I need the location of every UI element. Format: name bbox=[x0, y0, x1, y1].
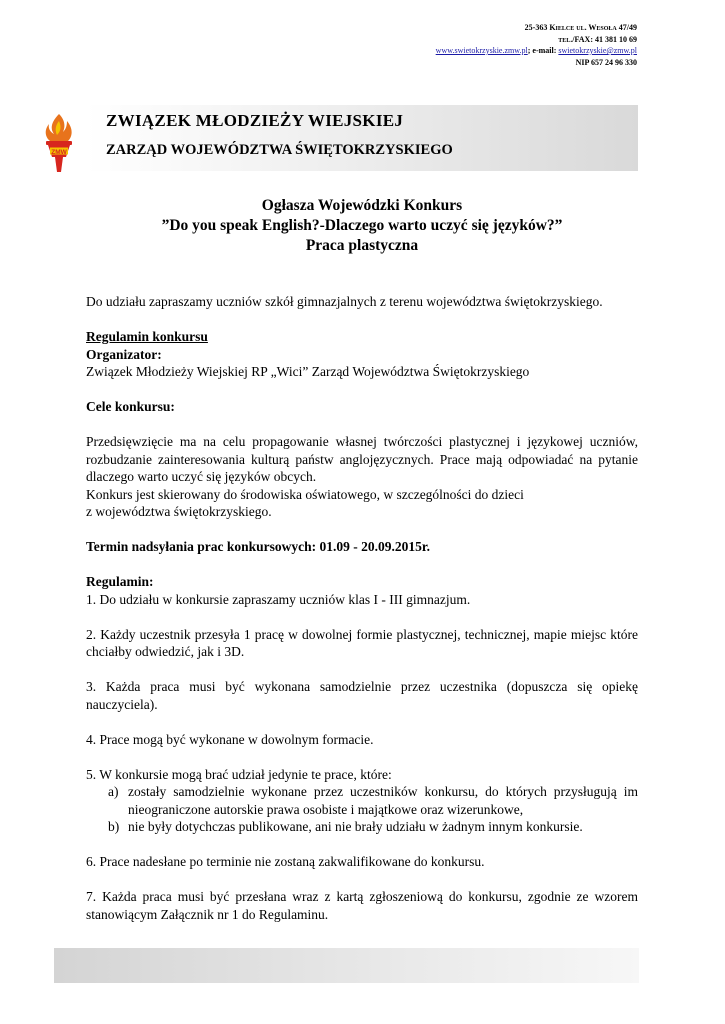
list-marker: b) bbox=[108, 819, 120, 834]
goals-paragraph: Przedsięwzięcie ma na celu propagowanie własnej twórczości plastycznej i językowej uczniów, rozbudzanie zainteresowania kulturą państw anglojęzycznych. Prace mają odpowiadać na pytanie dlaczego warto uczyć się języków obcych. bbox=[86, 434, 638, 484]
announcement-title bbox=[86, 196, 638, 256]
title-line-2: ”Do you speak English?-Dlaczego warto uczyć się języków?” bbox=[161, 217, 563, 234]
title-line-1: Ogłasza Wojewódzki Konkurs bbox=[261, 197, 463, 214]
website-link[interactable]: www.swietokrzyskie.zmw.pl bbox=[435, 46, 528, 55]
rule-7: 7. Każda praca musi być przesłana wraz z kartą zgłoszeniową do konkursu, zgodnie ze wzorem stanowiącym Załącznik nr 1 do Regulaminu. bbox=[86, 889, 638, 922]
rule-5-item-b bbox=[86, 818, 638, 836]
postal-code: 25-363 bbox=[524, 23, 548, 32]
goals-target-line-2: z województwa świętokrzyskiego. bbox=[86, 504, 272, 519]
title-line-3: Praca plastyczna bbox=[305, 237, 419, 254]
document-body bbox=[86, 293, 638, 923]
organization-subtitle: ZARZĄD WOJEWÓDZTWA ŚWIĘTOKRZYSKIEGO bbox=[106, 142, 453, 158]
web-line bbox=[436, 45, 637, 57]
street: ul. Wesoła 47/49 bbox=[576, 23, 637, 32]
goals-label: Cele konkursu: bbox=[86, 399, 175, 414]
rule-5-item-a bbox=[86, 783, 638, 818]
rule-2: 2. Każdy uczestnik przesyła 1 pracę w dowolnej formie plastycznej, technicznej, mapie miejsc które chciałby odwiedzić, jak i 3D. bbox=[86, 626, 638, 659]
email-label: ; e-mail: bbox=[527, 46, 557, 55]
rule-5: 5. W konkursie mogą brać udział jedynie te prace, które: bbox=[86, 766, 392, 782]
list-item-text: zostały samodzielnie wykonane przez uczestników konkursu, do których przysługują im nieograniczone autorskie prawa osobiste i majątkowe oraz wizerunkowe, bbox=[128, 784, 638, 817]
phone-line bbox=[436, 34, 637, 46]
email-link[interactable]: swietokrzyskie@zmw.pl bbox=[558, 46, 637, 55]
rule-6: 6. Prace nadesłane po terminie nie zostaną zakwalifikowane do konkursu. bbox=[86, 854, 485, 869]
list-item-text: nie były dotychczas publikowane, ani nie brały udziału w żadnym innym konkursie. bbox=[128, 819, 583, 834]
address-line bbox=[436, 22, 637, 34]
nip-number: NIP 657 24 96 330 bbox=[575, 57, 637, 67]
city: Kielce bbox=[549, 23, 575, 32]
phone-number: 41 381 10 69 bbox=[595, 34, 637, 44]
rule-3: 3. Każda praca musi być wykonana samodzielnie przez uczestnika (dopuszcza się opiekę nauczyciela). bbox=[86, 679, 638, 712]
organization-name: ZWIĄZEK MŁODZIEŻY WIEJSKIEJ bbox=[106, 111, 404, 130]
organizer-label: Organizator: bbox=[86, 346, 162, 362]
footer-banner bbox=[54, 948, 639, 983]
intro-paragraph: Do udziału zapraszamy uczniów szkół gimnazjalnych z terenu województwa świętokrzyskiego. bbox=[86, 294, 603, 309]
regulamin-heading: Regulamin konkursu bbox=[86, 329, 208, 344]
contact-block bbox=[436, 22, 637, 68]
logo-text: ZMW bbox=[51, 148, 67, 156]
rule-4: 4. Prace mogą być wykonane w dowolnym formacie. bbox=[86, 731, 374, 747]
deadline-text: Termin nadsyłania prac konkursowych: 01.09 - 20.09.2015r. bbox=[86, 539, 431, 554]
organizer-text: Związek Młodzieży Wiejskiej RP „Wici” Zarząd Województwa Świętokrzyskiego bbox=[86, 364, 530, 379]
rule-1: 1. Do udziału w konkursie zapraszamy uczniów klas I - III gimnazjum. bbox=[86, 591, 471, 607]
goals-target-line-1: Konkurs jest skierowany do środowiska oświatowego, w szczególności do dzieci bbox=[86, 486, 524, 502]
zmw-torch-logo-icon bbox=[36, 112, 82, 174]
phone-label: tel./FAX: bbox=[558, 34, 593, 44]
rules-label: Regulamin: bbox=[86, 574, 154, 589]
list-marker: a) bbox=[108, 784, 119, 799]
